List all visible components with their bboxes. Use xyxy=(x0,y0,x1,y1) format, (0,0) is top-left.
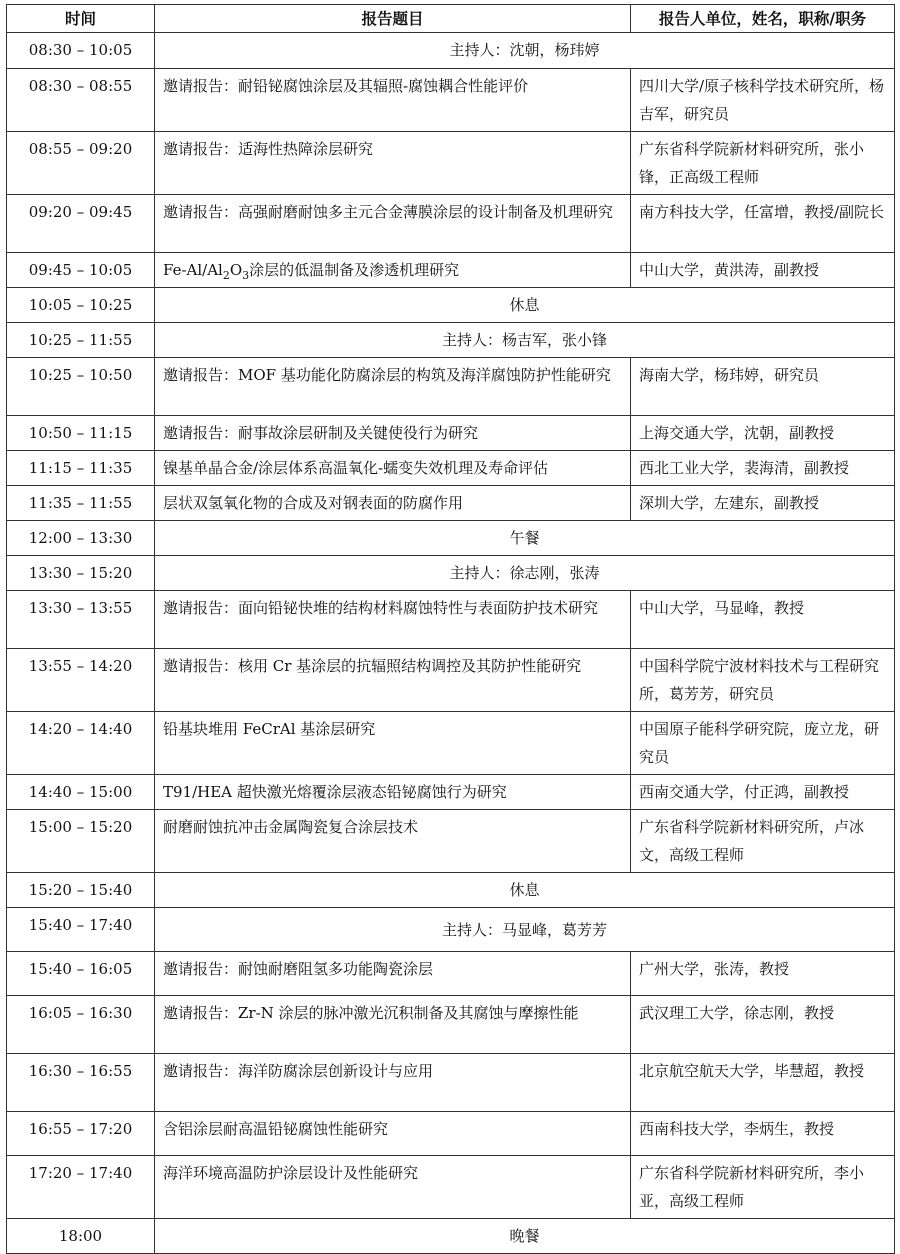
time-cell: 11:35 – 11:55 xyxy=(7,486,155,521)
time-cell: 08:30 – 08:55 xyxy=(7,69,155,132)
session-cell: 晚餐 xyxy=(155,1219,895,1254)
time-cell: 17:20 – 17:40 xyxy=(7,1156,155,1219)
talk-row xyxy=(7,1054,895,1112)
header-title: 报告题目 xyxy=(155,5,631,33)
title-text: 涂层的低温制备及渗透机理研究 xyxy=(249,261,460,279)
speaker-cell: 北京航空航天大学，毕慧超，教授 xyxy=(631,1054,895,1112)
session-row xyxy=(7,323,895,358)
talk-title-cell: 邀请报告：海洋防腐涂层创新设计与应用 xyxy=(155,1054,631,1112)
talk-row xyxy=(7,416,895,451)
speaker-cell: 海南大学，杨玮婷，研究员 xyxy=(631,358,895,416)
time-cell: 12:00 – 13:30 xyxy=(7,521,155,556)
time-cell: 15:20 – 15:40 xyxy=(7,873,155,908)
talk-row xyxy=(7,451,895,486)
speaker-cell: 上海交通大学，沈朝，副教授 xyxy=(631,416,895,451)
speaker-cell: 西南交通大学，付正鸿，副教授 xyxy=(631,775,895,810)
speaker-cell: 深圳大学，左建东，副教授 xyxy=(631,486,895,521)
talk-title-cell: 邀请报告：高强耐磨耐蚀多主元合金薄膜涂层的设计制备及机理研究 xyxy=(155,195,631,253)
title-text: Fe-Al/Al xyxy=(163,261,223,279)
talk-title-cell: 邀请报告：耐事故涂层研制及关键使役行为研究 xyxy=(155,416,631,451)
talk-row xyxy=(7,810,895,873)
time-cell: 11:15 – 11:35 xyxy=(7,451,155,486)
talk-title-cell: 镍基单晶合金/涂层体系高温氧化-蠕变失效机理及寿命评估 xyxy=(155,451,631,486)
talk-title-cell: 邀请报告：核用 Cr 基涂层的抗辐照结构调控及其防护性能研究 xyxy=(155,649,631,712)
talk-row xyxy=(7,649,895,712)
time-cell: 10:05 – 10:25 xyxy=(7,288,155,323)
time-cell: 16:55 – 17:20 xyxy=(7,1112,155,1156)
title-text: O xyxy=(229,261,243,279)
speaker-cell: 中山大学，马显峰，教授 xyxy=(631,591,895,649)
time-cell: 18:00 xyxy=(7,1219,155,1254)
speaker-cell: 西北工业大学，裴海清，副教授 xyxy=(631,451,895,486)
talk-row xyxy=(7,358,895,416)
time-cell: 10:50 – 11:15 xyxy=(7,416,155,451)
talk-row xyxy=(7,132,895,195)
speaker-cell: 中国科学院宁波材料技术与工程研究所，葛芳芳，研究员 xyxy=(631,649,895,712)
speaker-cell: 广东省科学院新材料研究所，李小亚，高级工程师 xyxy=(631,1156,895,1219)
session-cell: 主持人：沈朝，杨玮婷 xyxy=(155,33,895,69)
talk-title-cell: 铅基块堆用 FeCrAl 基涂层研究 xyxy=(155,712,631,775)
talk-row xyxy=(7,712,895,775)
time-cell: 15:40 – 17:40 xyxy=(7,908,155,952)
talk-title-cell xyxy=(155,253,631,288)
time-cell: 09:20 – 09:45 xyxy=(7,195,155,253)
session-row xyxy=(7,1219,895,1254)
talk-title-cell: 邀请报告：面向铅铋快堆的结构材料腐蚀特性与表面防护技术研究 xyxy=(155,591,631,649)
talk-title-cell: 邀请报告：适海性热障涂层研究 xyxy=(155,132,631,195)
speaker-cell: 广东省科学院新材料研究所，张小锋，正高级工程师 xyxy=(631,132,895,195)
schedule-body xyxy=(7,33,895,1254)
talk-title-cell: 邀请报告：耐铅铋腐蚀涂层及其辐照-腐蚀耦合性能评价 xyxy=(155,69,631,132)
session-row xyxy=(7,33,895,69)
talk-title-cell: 层状双氢氧化物的合成及对钢表面的防腐作用 xyxy=(155,486,631,521)
time-cell: 10:25 – 11:55 xyxy=(7,323,155,358)
talk-row xyxy=(7,952,895,996)
talk-title-cell: 海洋环境高温防护涂层设计及性能研究 xyxy=(155,1156,631,1219)
time-cell: 08:30 – 10:05 xyxy=(7,33,155,69)
speaker-cell: 四川大学/原子核科学技术研究所，杨吉军，研究员 xyxy=(631,69,895,132)
talk-row xyxy=(7,486,895,521)
time-cell: 14:20 – 14:40 xyxy=(7,712,155,775)
session-cell: 午餐 xyxy=(155,521,895,556)
speaker-cell: 武汉理工大学，徐志刚，教授 xyxy=(631,996,895,1054)
subscript-text: 3 xyxy=(242,269,250,282)
speaker-cell: 中国原子能科学研究院，庞立龙，研究员 xyxy=(631,712,895,775)
talk-row xyxy=(7,775,895,810)
time-cell: 13:30 – 13:55 xyxy=(7,591,155,649)
talk-row xyxy=(7,69,895,132)
session-cell: 主持人：马显峰，葛芳芳 xyxy=(155,908,895,952)
header-time: 时间 xyxy=(7,5,155,33)
time-cell: 09:45 – 10:05 xyxy=(7,253,155,288)
session-row xyxy=(7,521,895,556)
speaker-cell: 中山大学，黄洪涛，副教授 xyxy=(631,253,895,288)
time-cell: 10:25 – 10:50 xyxy=(7,358,155,416)
subscript-text: 2 xyxy=(222,269,230,282)
session-cell: 主持人：徐志刚，张涛 xyxy=(155,556,895,591)
time-cell: 14:40 – 15:00 xyxy=(7,775,155,810)
talk-row xyxy=(7,996,895,1054)
time-cell: 16:30 – 16:55 xyxy=(7,1054,155,1112)
talk-row xyxy=(7,1112,895,1156)
session-row xyxy=(7,288,895,323)
header-row xyxy=(7,5,895,33)
talk-title-cell: 耐磨耐蚀抗冲击金属陶瓷复合涂层技术 xyxy=(155,810,631,873)
talk-row xyxy=(7,253,895,288)
schedule-table xyxy=(6,4,895,1254)
session-row xyxy=(7,556,895,591)
session-row xyxy=(7,873,895,908)
talk-title-cell: 邀请报告：Zr-N 涂层的脉冲激光沉积制备及其腐蚀与摩擦性能 xyxy=(155,996,631,1054)
session-cell: 主持人：杨吉军，张小锋 xyxy=(155,323,895,358)
speaker-cell: 西南科技大学，李炳生，教授 xyxy=(631,1112,895,1156)
speaker-cell: 广州大学，张涛，教授 xyxy=(631,952,895,996)
time-cell: 13:55 – 14:20 xyxy=(7,649,155,712)
session-row xyxy=(7,908,895,952)
talk-row xyxy=(7,1156,895,1219)
time-cell: 13:30 – 15:20 xyxy=(7,556,155,591)
speaker-cell: 广东省科学院新材料研究所，卢冰文，高级工程师 xyxy=(631,810,895,873)
time-cell: 08:55 – 09:20 xyxy=(7,132,155,195)
time-cell: 15:40 – 16:05 xyxy=(7,952,155,996)
time-cell: 16:05 – 16:30 xyxy=(7,996,155,1054)
talk-title-cell: 邀请报告：MOF 基功能化防腐涂层的构筑及海洋腐蚀防护性能研究 xyxy=(155,358,631,416)
session-cell: 休息 xyxy=(155,873,895,908)
session-cell: 休息 xyxy=(155,288,895,323)
talk-row xyxy=(7,195,895,253)
header-speaker: 报告人单位，姓名，职称/职务 xyxy=(631,5,895,33)
talk-row xyxy=(7,591,895,649)
talk-title-cell: 邀请报告：耐蚀耐磨阻氢多功能陶瓷涂层 xyxy=(155,952,631,996)
time-cell: 15:00 – 15:20 xyxy=(7,810,155,873)
talk-title-cell: 含铝涂层耐高温铅铋腐蚀性能研究 xyxy=(155,1112,631,1156)
talk-title-cell: T91/HEA 超快激光熔覆涂层液态铅铋腐蚀行为研究 xyxy=(155,775,631,810)
speaker-cell: 南方科技大学，任富增，教授/副院长 xyxy=(631,195,895,253)
